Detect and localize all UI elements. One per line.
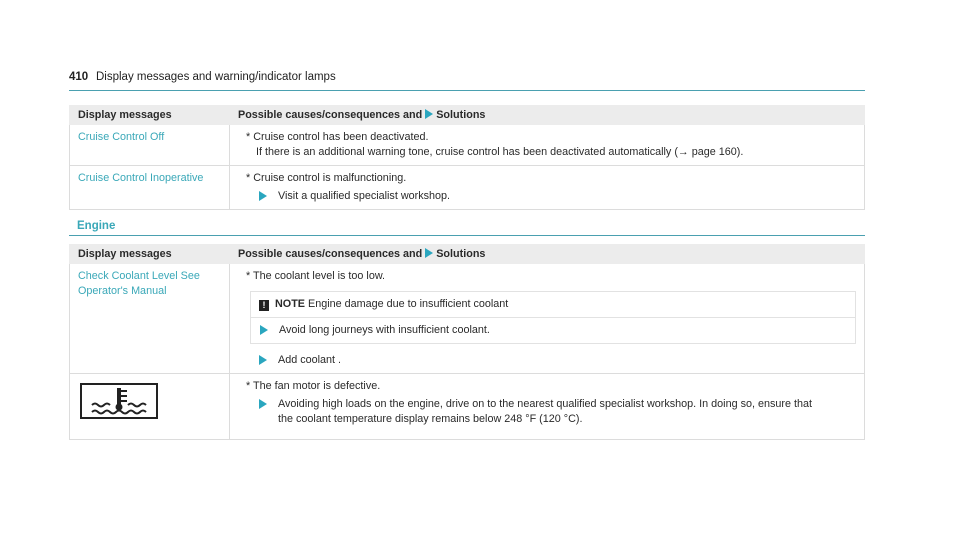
arrow-right-icon <box>259 355 267 365</box>
note-step-box <box>250 318 856 344</box>
header-causes-solutions: Possible causes/consequences and Solutions <box>230 245 865 264</box>
note-text: Engine damage due to insufficient coolant <box>308 298 509 310</box>
solution-step: Visit a qualified specialist workshop. <box>238 189 856 204</box>
arrow-right-icon <box>259 399 267 409</box>
arrow-right-icon <box>259 191 267 201</box>
table-row <box>70 374 865 440</box>
solution-step: Add coolant . <box>238 353 856 368</box>
section-divider <box>69 235 865 236</box>
note-label: NOTE <box>275 298 305 310</box>
page-header <box>69 70 865 91</box>
arrow-right-icon <box>260 325 268 335</box>
message-cell: Cruise Control Off <box>70 125 230 166</box>
note-box <box>250 291 856 318</box>
table-row <box>70 264 865 374</box>
section-title: Engine <box>77 220 116 232</box>
arrow-right-icon <box>425 109 433 119</box>
cause-cell: * Cruise control is malfunctioning. Visit a qualified specialist workshop. <box>230 166 865 210</box>
coolant-temperature-icon <box>80 383 158 419</box>
solution-step: Avoid long journeys with insufficient coolant. <box>259 323 847 338</box>
cause-cell: * The coolant level is too low. ! NOTE Engine damage due to insufficient coolant Avoid long journeys with insufficient coolant. Add coolant . <box>230 264 865 374</box>
page-number: 410 <box>69 71 89 83</box>
message-cell: Check Coolant Level See Operator's Manual <box>70 264 230 374</box>
header-display-messages: Display messages <box>70 245 230 264</box>
cruise-control-table <box>69 105 865 210</box>
table-row <box>70 166 865 210</box>
lamp-cell <box>70 374 230 440</box>
engine-table <box>69 244 865 440</box>
page-title: Display messages and warning/indicator lamps <box>96 71 336 83</box>
header-display-messages: Display messages <box>70 106 230 125</box>
warning-icon: ! <box>259 300 269 311</box>
cause-cell: * The fan motor is defective. Avoiding high loads on the engine, drive on to the nearest qualified specialist workshop. In doing so, ensure that the coolant temperature display remains below 248 °F (120 °C). <box>230 374 865 440</box>
table-row <box>70 125 865 166</box>
arrow-right-icon <box>425 248 433 258</box>
header-causes-solutions: Possible causes/consequences and Solutions <box>230 106 865 125</box>
message-cell: Cruise Control Inoperative <box>70 166 230 210</box>
cause-cell: * Cruise control has been deactivated. If there is an additional warning tone, cruise control has been deactivated automatically (→ page 160). <box>230 125 865 166</box>
solution-step: Avoiding high loads on the engine, drive on to the nearest qualified specialist workshop. In doing so, ensure that the coolant temperature display remains below 248 °F (120 °C). <box>238 397 856 427</box>
